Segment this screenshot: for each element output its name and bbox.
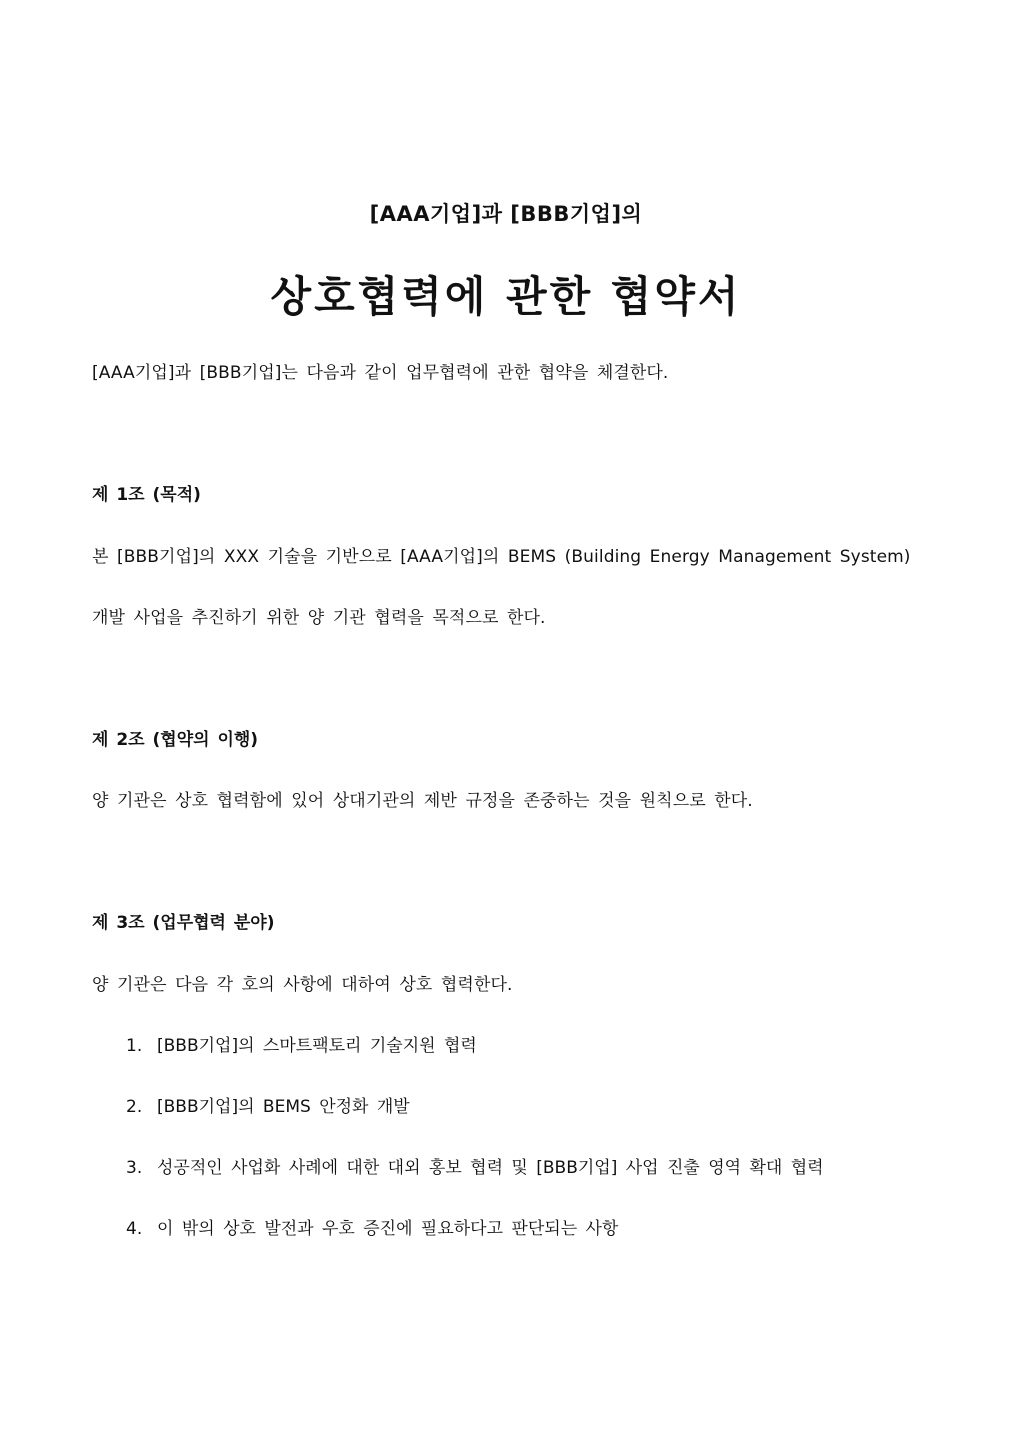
list-item-number: 3. (126, 1158, 143, 1178)
article-1-paragraph-2: 개발 사업을 추진하기 위한 양 기관 협력을 목적으로 한다. (92, 608, 546, 628)
document-title: 상호협력에 관한 협약서 (270, 272, 742, 321)
list-item-text: [BBB기업]의 스마트팩토리 기술지원 협력 (157, 1036, 477, 1056)
article-2-heading: 제 2조 (협약의 이행) (92, 730, 259, 750)
article-3-heading: 제 3조 (업무협력 분야) (92, 913, 275, 933)
list-item-number: 2. (126, 1097, 143, 1117)
article-3-paragraph-1: 양 기관은 다음 각 호의 사항에 대하여 상호 협력한다. (92, 975, 513, 995)
article-2-paragraph-1: 양 기관은 상호 협력함에 있어 상대기관의 제반 규정을 존중하는 것을 원칙으로 한다. (92, 791, 753, 811)
article-1-heading: 제 1조 (목적) (92, 485, 201, 505)
list-item (126, 1214, 618, 1239)
list-item-number: 1. (126, 1036, 143, 1056)
list-item-text: [BBB기업]의 BEMS 안정화 개발 (157, 1097, 410, 1117)
list-item (126, 1031, 477, 1056)
list-item-text: 이 밖의 상호 발전과 우호 증진에 필요하다고 판단되는 사항 (157, 1219, 619, 1239)
list-item-number: 4. (126, 1219, 143, 1239)
list-item (126, 1092, 410, 1117)
list-item-text: 성공적인 사업화 사례에 대한 대외 홍보 협력 및 [BBB기업] 사업 진출 영역 확대 협력 (157, 1158, 824, 1178)
intro-paragraph: [AAA기업]과 [BBB기업]는 다음과 같이 업무협력에 관한 협약을 체결한다. (92, 363, 669, 383)
document-subtitle: [AAA기업]과 [BBB기업]의 (369, 202, 643, 226)
article-1-paragraph-1: 본 [BBB기업]의 XXX 기술을 기반으로 [AAA기업]의 BEMS (Building Energy Management System) (92, 547, 911, 567)
list-item (126, 1153, 824, 1178)
